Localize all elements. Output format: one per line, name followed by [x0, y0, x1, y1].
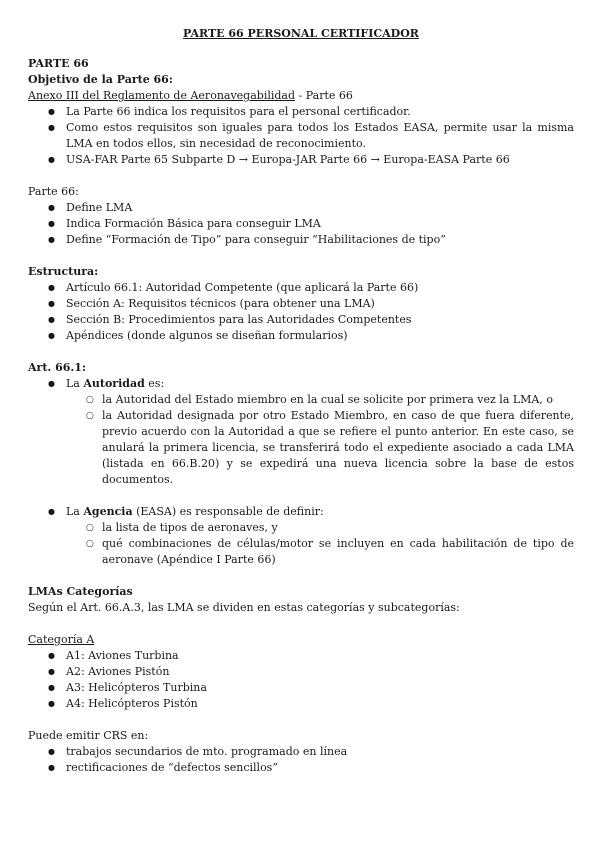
parte66-list: [28, 200, 574, 248]
list-item: ● La Parte 66 indica los requisitos para el personal certificador.: [28, 104, 574, 120]
lmas-intro: Según el Art. 66.A.3, las LMA se dividen en estas categorías y subcategorías:: [28, 601, 460, 614]
list-item: ● Como estos requisitos son iguales para todos los Estados EASA, permite usar la misma LMA en todos ellos, sin necesidad de reconocimiento.: [28, 120, 574, 152]
section-heading-estructura: Estructura:: [28, 265, 99, 278]
list-item: ● A4: Helicópteros Pistón: [28, 696, 574, 712]
list-item: ● Define LMA: [28, 200, 574, 216]
categoria-a-heading: Categoría A: [28, 633, 95, 646]
anexo-line: [28, 88, 574, 104]
list-item: ● Artículo 66.1: Autoridad Competente (que aplicará la Parte 66): [28, 280, 574, 296]
list-item: ● Sección A: Requisitos técnicos (para obtener una LMA): [28, 296, 574, 312]
subheading-objetivo: Objetivo de la Parte 66:: [28, 73, 173, 86]
sublist-item: ○ la Autoridad del Estado miembro en la cual se solicite por primera vez la LMA, o: [28, 392, 574, 408]
anexo-rest: - Parte 66: [295, 89, 353, 102]
text: es:: [144, 377, 165, 390]
list-item: ● USA-FAR Parte 65 Subparte D → Europa-JAR Parte 66 → Europa-EASA Parte 66: [28, 152, 574, 168]
list-item: ● Define “Formación de Tipo” para conseguir “Habilitaciones de tipo”: [28, 232, 574, 248]
section-heading-lmas: LMAs Categorías: [28, 585, 133, 598]
text: La: [66, 505, 84, 518]
objetivo-list: [28, 104, 574, 168]
text: La: [66, 377, 84, 390]
list-item: ● A3: Helicópteros Turbina: [28, 680, 574, 696]
crs-list: [28, 744, 574, 776]
list-item: ● Sección B: Procedimientos para las Autoridades Competentes: [28, 312, 574, 328]
section-heading-parte66-define: Parte 66:: [28, 185, 79, 198]
text: (EASA) es responsable de definir:: [132, 505, 324, 518]
list-item: ● Indica Formación Básica para conseguir LMA: [28, 216, 574, 232]
list-item-agencia: [28, 504, 574, 568]
list-item: ● rectificaciones de “defectos sencillos”: [28, 760, 574, 776]
list-item: ● Apéndices (donde algunos se diseñan formularios): [28, 328, 574, 344]
anexo-link[interactable]: Anexo III del Reglamento de Aeronavegabilidad: [28, 89, 296, 102]
list-item: ● A2: Aviones Pistón: [28, 664, 574, 680]
sublist-item: ○ la Autoridad designada por otro Estado Miembro, en caso de que fuera diferente, previo acuerdo con la Autoridad a que se refiere el punto anterior. En este caso, se anulará la primera licencia, se transferirá todo el expediente asociado a cada LMA (listada en 66.B.20) y se expedirá una nueva licencia sobre la base de estos documentos.: [28, 408, 574, 488]
categoria-a-list: [28, 648, 574, 712]
agencia-sublist: [28, 520, 574, 568]
art661-list: [28, 376, 574, 488]
estructura-list: [28, 280, 574, 344]
list-item: ● A1: Aviones Turbina: [28, 648, 574, 664]
sublist-item: ○ qué combinaciones de células/motor se incluyen en cada habilitación de tipo de aeronave (Apéndice I Parte 66): [28, 536, 574, 568]
section-heading-parte66: PARTE 66: [28, 57, 89, 70]
text-bold: Agencia: [83, 505, 133, 518]
crs-heading: Puede emitir CRS en:: [28, 729, 149, 742]
document-page: [28, 26, 574, 776]
section-heading-art661: Art. 66.1:: [28, 361, 86, 374]
sublist-item: ○ la lista de tipos de aeronaves, y: [28, 520, 574, 536]
page-title: PARTE 66 PERSONAL CERTIFICADOR: [183, 27, 419, 40]
text-bold: Autoridad: [83, 377, 145, 390]
autoridad-sublist: [28, 392, 574, 488]
agencia-list: [28, 504, 574, 568]
list-item-autoridad: [28, 376, 574, 488]
list-item: ● trabajos secundarios de mto. programado en línea: [28, 744, 574, 760]
